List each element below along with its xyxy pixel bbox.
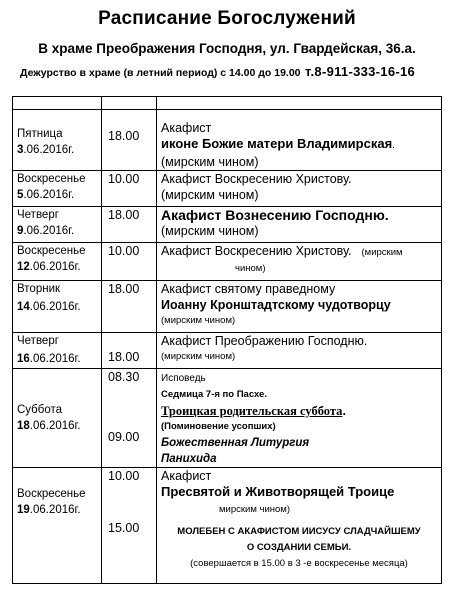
day-cell: Воскресенье 12.06.2016г.	[13, 243, 102, 281]
service-line: Исповедь	[161, 373, 206, 384]
service-note: (Поминовение усопших)	[161, 421, 276, 432]
duty-hours: Дежурство в храме (в летний период) с 14.00 до 19.00	[20, 67, 301, 79]
service-line: Акафист	[161, 469, 212, 483]
service-line: Седмица 7-я по Пасхе.	[161, 389, 267, 400]
service-cell	[157, 243, 442, 281]
duty-line	[20, 63, 415, 81]
service-note: (совершается в 15.00 в 3 -е воскресенье месяца)	[190, 558, 408, 569]
time-start: 10.00	[108, 469, 140, 483]
day-cell: Вторник 14.06.2016г.	[13, 281, 102, 333]
service-note: (мирским чином)	[161, 155, 259, 169]
day-cell: Четверг 16.06.2016г.	[13, 333, 102, 369]
schedule-table	[12, 96, 442, 584]
service-cell	[157, 468, 442, 584]
schedule-row	[13, 110, 442, 171]
day-cell: Воскресенье 5.06.2016г.	[13, 171, 102, 207]
day-cell	[13, 110, 102, 171]
time-cell	[102, 468, 157, 584]
time-cell	[102, 369, 157, 468]
service-line: Акафист Преображению Господню.	[161, 334, 368, 348]
time-cell: 10.00	[102, 171, 157, 207]
day-cell: Суббота 18.06.2016г.	[13, 369, 102, 468]
schedule-row	[13, 207, 442, 243]
service-line: О СОЗДАНИИ СЕМЬИ.	[246, 542, 352, 553]
day-cell: Четверг 9.06.2016г.	[13, 207, 102, 243]
service-note: чином)	[235, 263, 266, 274]
service-line: Акафист Воскресению Христову.	[161, 172, 352, 186]
service-cell	[157, 207, 442, 243]
schedule-row	[13, 171, 442, 207]
service-note: (мирским чином)	[161, 224, 259, 238]
phone-number: т.8-911-333-16-16	[304, 64, 416, 79]
service-line: Акафист святому праведному	[161, 282, 336, 296]
service-cell	[157, 333, 442, 369]
time-moleben: 15.00	[108, 521, 140, 535]
service-note: (мирским чином)	[161, 351, 236, 362]
table-header-gap	[13, 97, 442, 110]
service-note: (мирским	[361, 247, 403, 258]
time-cell: 18.00	[102, 281, 157, 333]
schedule-row	[13, 468, 442, 584]
page-title: Расписание Богослужений	[98, 8, 356, 29]
date: 3.06.2016г.	[17, 144, 75, 156]
time-liturgy: 09.00	[108, 430, 140, 444]
service-cell	[157, 171, 442, 207]
day-name: Четверг	[17, 209, 59, 221]
time-cell: 18.00	[102, 207, 157, 243]
church-address: В храме Преображения Господня, ул. Гвардейская, 36.а.	[38, 41, 416, 56]
day-name: Вторник	[17, 283, 61, 295]
time-cell: 18.00	[102, 110, 157, 171]
service-cell: Акафист иконе Божие матери Владимирская. (мирским чином)	[157, 110, 442, 171]
time-cell: 18.00	[102, 333, 157, 369]
day-cell: Воскресенье 19.06.2016г.	[13, 468, 102, 584]
schedule-row	[13, 281, 442, 333]
service-line: Троицкая родительская суббота	[161, 404, 343, 418]
service-line: Акафист Воскресению Христову.	[161, 244, 352, 258]
schedule-row	[13, 243, 442, 281]
day-name: Суббота	[17, 404, 63, 416]
service-note: (мирским чином)	[161, 315, 236, 326]
service-line: Панихида	[161, 453, 217, 465]
day-name: Воскресенье	[17, 488, 86, 500]
service-cell	[157, 281, 442, 333]
time-start: 08.30	[108, 370, 140, 384]
time-cell: 10.00	[102, 243, 157, 281]
service-note: (мирским чином)	[161, 188, 259, 202]
day-name: Воскресенье	[17, 245, 86, 257]
service-line: Иоанну Кронштадтскому чудотворцу	[161, 298, 391, 312]
service-line: Пресвятой и Животворящей Троице	[161, 484, 395, 499]
service-line: Божественная Литургия	[161, 437, 310, 449]
service-note: мирским чином)	[219, 504, 290, 515]
service-line: Акафист Вознесению Господню.	[161, 207, 389, 223]
day-name: Воскресенье	[17, 173, 86, 185]
day-name: Пятница	[17, 128, 63, 140]
service-line: МОЛЕБЕН С АКАФИСТОМ ИИСУСУ СЛАДЧАЙШЕМУ	[177, 526, 421, 537]
schedule-row	[13, 369, 442, 468]
service-cell: Исповедь Седмица 7-я по Пасхе. Троицкая родительская суббота. (Поминовение усопших) Божественная Литургия Панихида	[157, 369, 442, 468]
service-line: иконе Божие матери Владимирская	[161, 136, 393, 151]
day-name: Четверг	[17, 335, 59, 347]
service-line: Акафист	[161, 121, 212, 135]
schedule-row	[13, 333, 442, 369]
